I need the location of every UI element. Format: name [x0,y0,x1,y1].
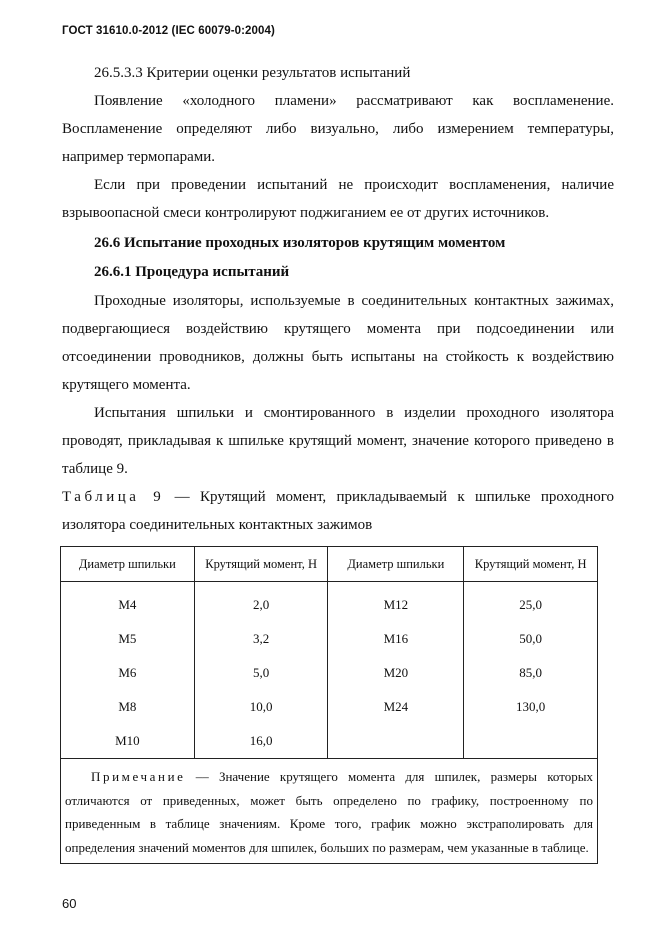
note-label: Примечание [91,769,186,784]
page-number: 60 [62,896,77,911]
section-2661-paragraph-1: Проходные изоляторы, используемые в соединительных контактных зажимах, подвергающиеся воздействию крутящего момента при подсоединении или отсоединении проводников, должны быть испытаны на стойкость к воздействию крутящего момента. [62,293,614,393]
table-row [61,724,598,759]
cell-diameter [328,724,464,759]
table-row [61,656,598,690]
header-diameter-1: Диаметр шпильки [61,547,195,582]
table-header-row [61,547,598,582]
cell-diameter: М8 [61,690,195,724]
section-2653-paragraph-1: Появление «холодного пламени» рассматривают как воспламенение. Воспламенение определяют либо визуально, либо измерением температуры, например термопарами. [62,93,614,165]
table-row [61,582,598,623]
cell-torque: 85,0 [464,656,598,690]
table-row [61,690,598,724]
header-torque-2: Крутящий момент, Н [464,547,598,582]
cell-torque: 16,0 [194,724,328,759]
section-2653-title: 26.5.3.3 Критерии оценки результатов испытаний [94,65,411,81]
cell-diameter: М6 [61,656,195,690]
cell-torque: 130,0 [464,690,598,724]
table-row [61,622,598,656]
cell-diameter: М20 [328,656,464,690]
section-2661-heading: 26.6.1 Процедура испытаний [94,264,290,280]
section-2653-paragraph-2: Если при проведении испытаний не происходит воспламенения, наличие взрывоопасной смеси контролируют поджиганием ее от других источников. [62,177,614,221]
header-torque-1: Крутящий момент, Н [194,547,328,582]
table-caption-text: — Крутящий момент, прикладываемый к шпильке проходного изолятора соединительных контактных зажимов [62,489,614,533]
cell-torque [464,724,598,759]
cell-diameter: М16 [328,622,464,656]
cell-torque: 10,0 [194,690,328,724]
cell-torque: 3,2 [194,622,328,656]
cell-diameter: М5 [61,622,195,656]
table-caption-label: Таблица 9 [62,489,165,505]
cell-torque: 25,0 [464,582,598,623]
cell-diameter: М24 [328,690,464,724]
cell-torque: 5,0 [194,656,328,690]
section-266-heading: 26.6 Испытание проходных изоляторов крутящим моментом [94,235,506,251]
section-2661-paragraph-2: Испытания шпильки и смонтированного в изделии проходного изолятора проводят, прикладывая к шпильке крутящий момент, значение которого приведено в таблице 9. [62,405,614,477]
table-note-row [61,759,598,864]
note-text: –– Значение крутящего момента для шпилек, размеры которых отличаются от приведенных, может быть определено по графику, построенному по приведенным в таблице значениям. Кроме того, график можно экстраполировать для определения значений моментов для шпилек, больших по размерам, чем указанные в таблице. [65,769,593,855]
table-caption [62,483,614,539]
table-note [61,759,598,864]
cell-torque: 2,0 [194,582,328,623]
torque-table [60,546,598,864]
cell-torque: 50,0 [464,622,598,656]
cell-diameter: М12 [328,582,464,623]
cell-diameter: М10 [61,724,195,759]
standard-header: ГОСТ 31610.0-2012 (IEC 60079-0:2004) [62,25,275,37]
cell-diameter: М4 [61,582,195,623]
header-diameter-2: Диаметр шпильки [328,547,464,582]
